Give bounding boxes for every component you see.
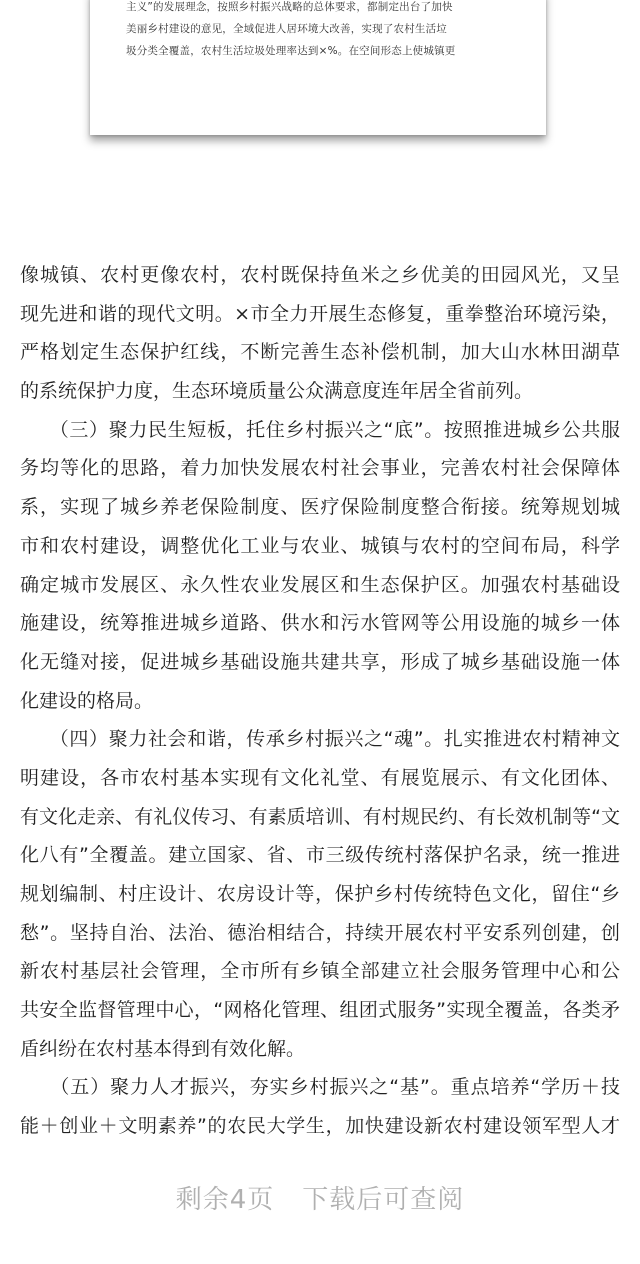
- body-line: 共安全监督管理中心，“网格化管理、组团式服务”实现全覆盖，各类矛: [20, 999, 620, 1022]
- body-line: 市和农村建设，调整优化工业与农业、城镇与农村的空间布局，科学: [20, 534, 620, 557]
- body-line: 有文化走亲、有礼仪传习、有素质培训、有村规民约、有长效机制等“文: [20, 805, 620, 828]
- body-line: 新农村基层社会管理，全市所有乡镇全部建立社会服务管理中心和公: [20, 960, 620, 983]
- remaining-pages-label: 剩余4页: [175, 1185, 275, 1215]
- download-to-view-label: 下载后可查阅: [302, 1185, 465, 1215]
- body-line: （五）聚力人才振兴，夯实乡村振兴之“基”。重点培养“学历＋技: [20, 1076, 620, 1099]
- body-line: 严格划定生态保护红线，不断完善生态补偿机制，加大山水林田湖草: [20, 341, 620, 364]
- body-line: 现先进和谐的现代文明。×市全力开展生态修复，重拳整治环境污染，: [20, 302, 620, 325]
- body-line: 化无缝对接，促进城乡基础设施共建共享，形成了城乡基础设施一体: [20, 650, 620, 673]
- body-line: 盾纠纷在农村基本得到有效化解。: [20, 1037, 306, 1060]
- preview-line: 主义”的发展理念，按照乡村振兴战略的总体要求，都制定出台了加快: [126, 1, 453, 13]
- body-line: 的系统保护力度，生态环境质量公众满意度连年居全省前列。: [20, 380, 534, 403]
- body-line: （三）聚力民生短板，托住乡村振兴之“底”。按照推进城乡公共服: [20, 418, 620, 441]
- body-line: （四）聚力社会和谐，传承乡村振兴之“魂”。扎实推进农村精神文: [20, 728, 620, 751]
- body-line: 系，实现了城乡养老保险制度、医疗保险制度整合衔接。统筹规划城: [20, 496, 620, 519]
- body-line: 愁”。坚持自治、法治、德治相结合，持续开展农村平安系列创建，创: [20, 921, 620, 944]
- preview-text: [126, 0, 516, 62]
- preview-line: 圾分类全覆盖，农村生活垃圾处理率达到×%。在空间形态上使城镇更: [126, 45, 456, 57]
- preview-line: 美丽乡村建设的意见，全域促进人居环境大改善，实现了农村生活垃: [126, 23, 447, 35]
- body-line: 像城镇、农村更像农村，农村既保持鱼米之乡优美的田园风光，又呈: [20, 264, 620, 286]
- remaining-pages-prompt[interactable]: [0, 1180, 640, 1220]
- body-line: 明建设，各市农村基本实现有文化礼堂、有展览展示、有文化团体、: [20, 766, 620, 789]
- body-line: 化建设的格局。: [20, 689, 154, 712]
- document-body: [20, 256, 620, 1146]
- body-line: 确定城市发展区、永久性农业发展区和生态保护区。加强农村基础设: [20, 573, 620, 596]
- body-line: 规划编制、村庄设计、农房设计等，保护乡村传统特色文化，留住“乡: [20, 883, 620, 905]
- document-preview-card: [90, 0, 546, 135]
- body-line: 施建设，统筹推进城乡道路、供水和污水管网等公用设施的城乡一体: [20, 612, 620, 635]
- body-line: 务均等化的思路，着力加快发展农村社会事业，完善农村社会保障体: [20, 457, 620, 480]
- body-line: 化八有”全覆盖。建立国家、省、市三级传统村落保护名录，统一推进: [20, 844, 620, 867]
- body-line: 能＋创业＋文明素养”的农民大学生，加快建设新农村建设领军型人才: [20, 1115, 620, 1138]
